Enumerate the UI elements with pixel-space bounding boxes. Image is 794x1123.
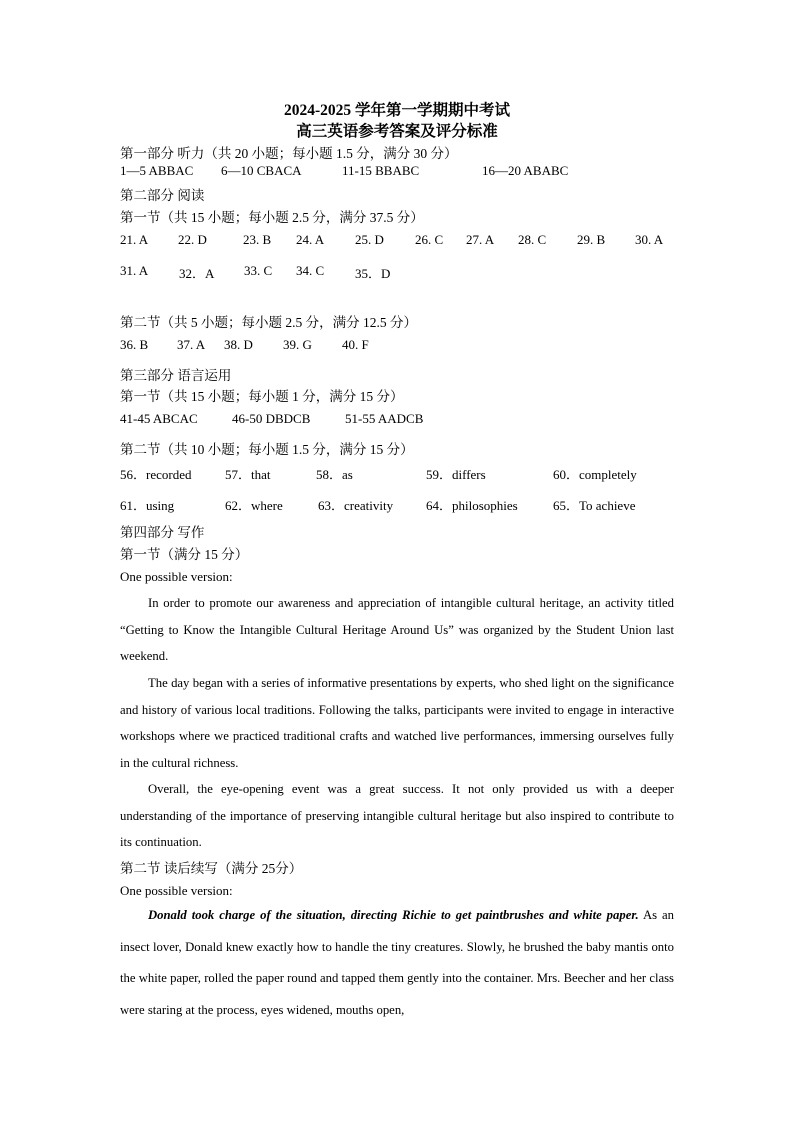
- answer-item: 61．using: [120, 498, 175, 513]
- answer-item: 63．creativity: [318, 498, 394, 513]
- part3-section1-heading: 第一节（共 15 小题；每小题 1 分，满分 15 分）: [120, 389, 404, 404]
- answer-item: 62．where: [225, 498, 283, 513]
- answer-item: 32．A: [179, 266, 215, 281]
- story-opening-sentence: Donald took charge of the situation, directing Richie to get paintbrushes and white paper.: [148, 908, 639, 922]
- answer-item: 31. A: [120, 263, 149, 278]
- answer-group: 6—10 CBACA: [221, 163, 302, 178]
- answer-item: 26. C: [415, 232, 444, 247]
- essay-paragraph: Overall, the eye-opening event was a great success. It not only provided us with a deeper understanding of the importance of preserving intangible cultural heritage but also inspired to contribute to its continuation.: [120, 782, 674, 850]
- answer-item: 22. D: [178, 232, 207, 247]
- part3-section2-heading: 第二节（共 10 小题；每小题 1.5 分，满分 15 分）: [120, 442, 414, 457]
- answer-item: 60．completely: [553, 467, 637, 482]
- answer-group: 46-50 DBDCB: [232, 411, 311, 426]
- answer-item: 30. A: [635, 232, 664, 247]
- answer-item: 33. C: [244, 263, 273, 278]
- essay-paragraph: The day began with a series of informative presentations by experts, who shed light on the significance and history of various local traditions. Following the talks, participants were invited to engage in interactive workshops where we practiced traditional crafts and watched live performances, immersing ourselves fully in the cultural richness.: [120, 676, 674, 771]
- answer-item: 21. A: [120, 232, 149, 247]
- answer-group: 51-55 AADCB: [345, 411, 424, 426]
- part4-section1-heading: 第一节（满分 15 分）: [120, 547, 249, 562]
- answer-item: 37. A: [177, 337, 206, 352]
- answer-item: 58．as: [316, 467, 353, 482]
- part2-heading: 第二部分 阅读: [120, 188, 205, 203]
- answer-group: 1—5 ABBAC: [120, 163, 194, 178]
- answer-item: 64．philosophies: [426, 498, 518, 513]
- part4-section2-heading: 第二节 读后续写（满分 25分）: [120, 861, 303, 876]
- answer-group: 16—20 ABABC: [482, 163, 569, 178]
- part3-heading: 第三部分 语言运用: [120, 368, 232, 383]
- answer-item: 35．D: [355, 266, 391, 281]
- answer-item: 29. B: [577, 232, 606, 247]
- essay-paragraph: In order to promote our awareness and appreciation of intangible cultural heritage, an activity titled “Getting to Know the Intangible Cultural Heritage Around Us” was organized by the Student Union last weekend.: [120, 596, 674, 664]
- answer-item: 27. A: [466, 232, 495, 247]
- answer-group: 41-45 ABCAC: [120, 411, 198, 426]
- answer-item: 34. C: [296, 263, 325, 278]
- part2-section2-heading: 第二节（共 5 小题；每小题 2.5 分，满分 12.5 分）: [120, 315, 417, 330]
- part1-heading: 第一部分 听力（共 20 小题；每小题 1.5 分，满分 30 分）: [120, 146, 458, 161]
- answer-item: 59．differs: [426, 467, 486, 482]
- answer-item: 39. G: [283, 337, 312, 352]
- answer-item: 57．that: [225, 467, 271, 482]
- answer-key-title: 高三英语参考答案及评分标准: [296, 123, 498, 140]
- story-paragraph: [120, 900, 674, 1026]
- answer-item: 56．recorded: [120, 467, 192, 482]
- version-label: One possible version:: [120, 569, 233, 584]
- answer-item: 38. D: [224, 337, 253, 352]
- answer-item: 28. C: [518, 232, 547, 247]
- answer-item: 65．To achieve: [553, 498, 636, 513]
- part4-heading: 第四部分 写作: [120, 525, 205, 540]
- part2-section1-heading: 第一节（共 15 小题；每小题 2.5 分，满分 37.5 分）: [120, 210, 424, 225]
- exam-title: 2024-2025 学年第一学期期中考试: [283, 102, 511, 119]
- answer-item: 23. B: [243, 232, 272, 247]
- answer-item: 40. F: [342, 337, 369, 352]
- answer-item: 36. B: [120, 337, 149, 352]
- answer-group: 11-15 BBABC: [342, 163, 420, 178]
- version-label: One possible version:: [120, 883, 233, 898]
- answer-item: 24. A: [296, 232, 325, 247]
- story-body: As an insect lover, Donald knew exactly how to handle the tiny creatures. Slowly, he brushed the baby mantis onto the white paper, rolled the paper round and tapped them gently into the container. Mrs. Beecher and her class were staring at the process, eyes widened, mouths open,: [120, 908, 674, 1017]
- answer-item: 25. D: [355, 232, 384, 247]
